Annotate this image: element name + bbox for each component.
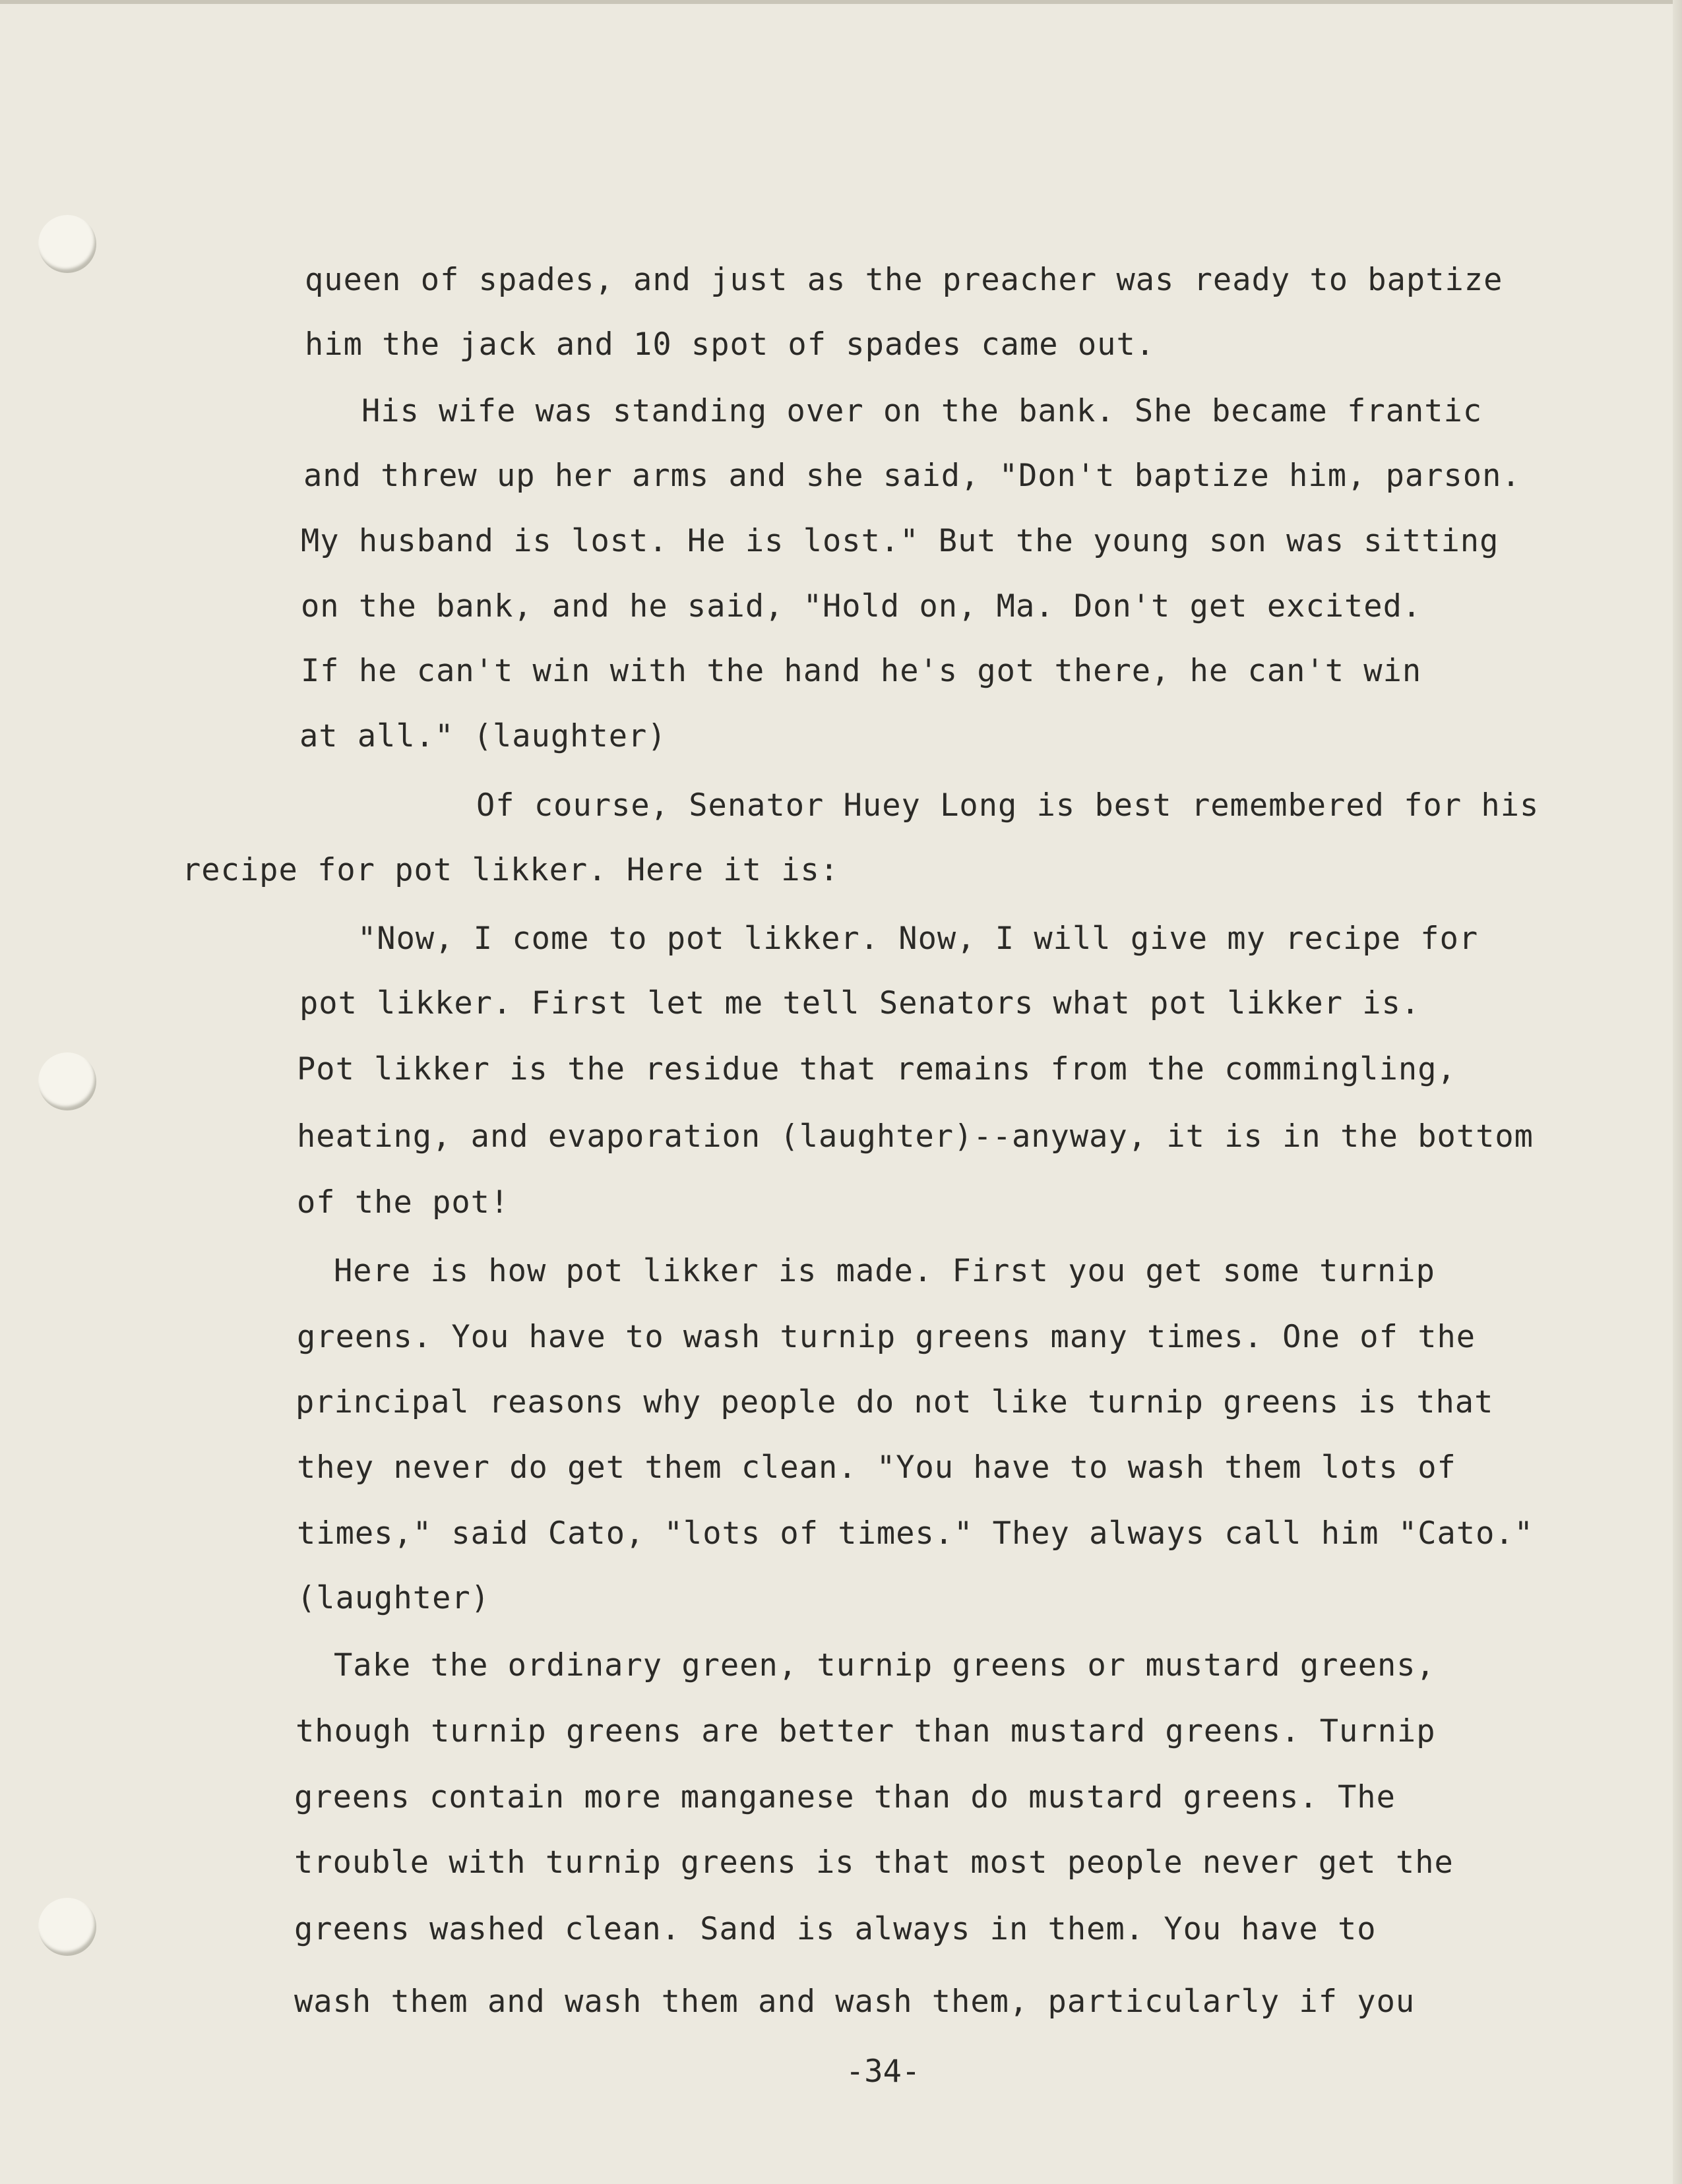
text-line: greens washed clean. Sand is always in them. You have to: [294, 1911, 1377, 1947]
text-line: pot likker. First let me tell Senators what pot likker is.: [299, 985, 1421, 1021]
text-line: wash them and wash them and wash them, particularly if you: [294, 1984, 1416, 2020]
text-line: at all." (laughter): [299, 718, 667, 754]
text-line: him the jack and 10 spot of spades came out.: [305, 326, 1156, 363]
text-line: greens contain more manganese than do mustard greens. The: [294, 1779, 1396, 1815]
page-number: -34-: [846, 2053, 921, 2090]
text-line: recipe for pot likker. Here it is:: [182, 852, 840, 888]
text-line: Pot likker is the residue that remains from the commingling,: [297, 1051, 1456, 1087]
text-line: Take the ordinary green, turnip greens or mustard greens,: [334, 1647, 1435, 1684]
punch-hole: [38, 1052, 96, 1110]
text-line: principal reasons why people do not like turnip greens is that: [296, 1384, 1494, 1420]
text-line: queen of spades, and just as the preacher was ready to baptize: [305, 262, 1503, 298]
text-line: Here is how pot likker is made. First you get some turnip: [334, 1253, 1435, 1289]
text-line: though turnip greens are better than mustard greens. Turnip: [296, 1713, 1436, 1749]
text-line: times," said Cato, "lots of times." They always call him "Cato.": [297, 1515, 1534, 1552]
text-line: My husband is lost. He is lost." But the young son was sitting: [301, 523, 1499, 559]
text-line: they never do get them clean. "You have to wash them lots of: [297, 1449, 1456, 1486]
text-line: trouble with turnip greens is that most people never get the: [294, 1844, 1454, 1881]
text-line: "Now, I come to pot likker. Now, I will give my recipe for: [358, 921, 1479, 957]
punch-hole: [38, 1898, 96, 1956]
text-line: greens. You have to wash turnip greens many times. One of the: [297, 1319, 1476, 1355]
text-line: of the pot!: [297, 1184, 510, 1221]
text-line: Of course, Senator Huey Long is best remembered for his: [476, 787, 1540, 824]
text-line: and threw up her arms and she said, "Don't baptize him, parson.: [303, 458, 1521, 494]
page-top-edge: [0, 0, 1682, 4]
text-line: (laughter): [297, 1580, 490, 1616]
text-line: If he can't win with the hand he's got there, he can't win: [301, 653, 1422, 689]
punch-hole: [38, 215, 96, 273]
text-line: heating, and evaporation (laughter)--anyway, it is in the bottom: [297, 1118, 1534, 1155]
page-right-edge: [1673, 0, 1682, 2184]
text-line: on the bank, and he said, "Hold on, Ma. Don't get excited.: [301, 588, 1422, 624]
text-line: His wife was standing over on the bank. She became frantic: [361, 393, 1483, 429]
